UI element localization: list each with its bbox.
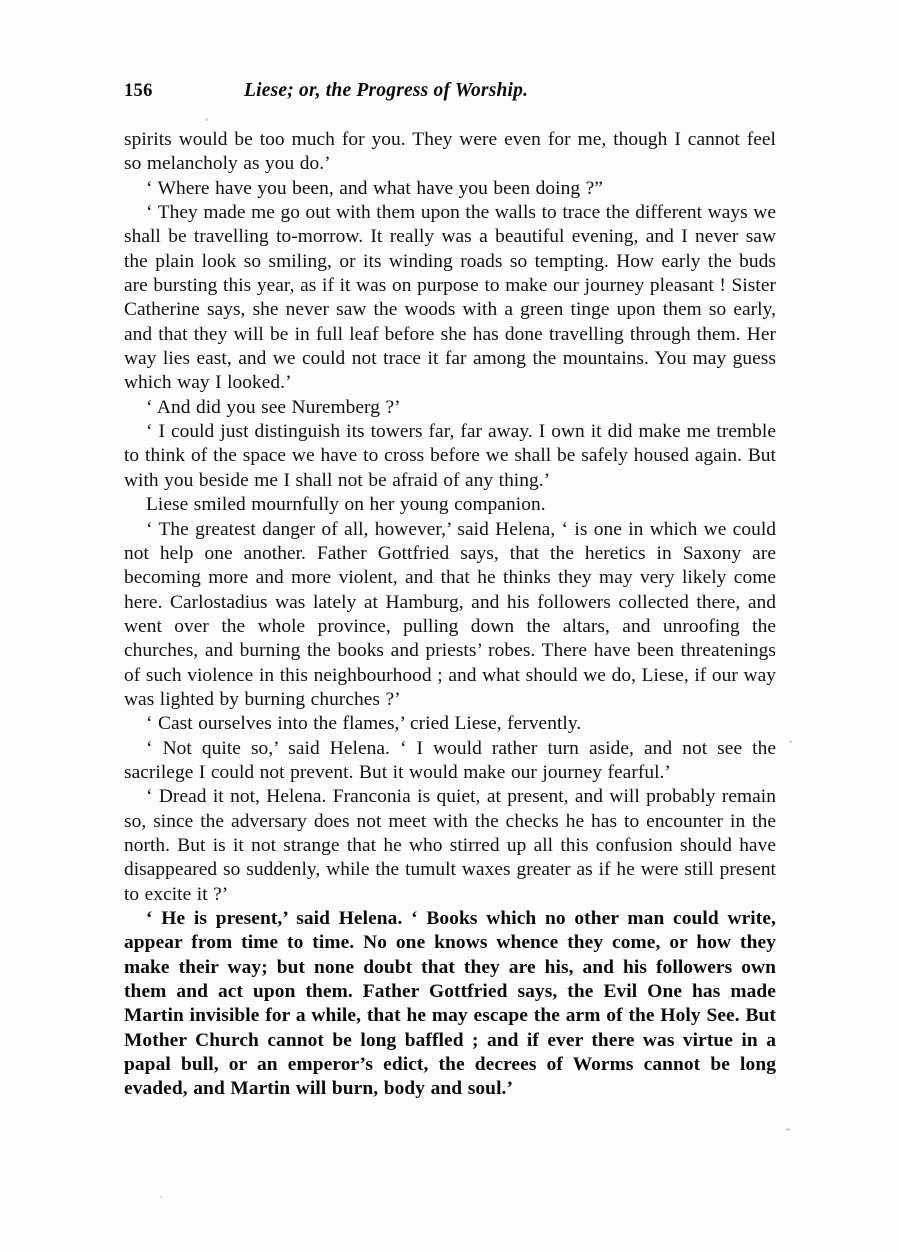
paper-speck <box>786 1128 790 1131</box>
paragraph: spirits would be too much for you. They were even for me, though I cannot feel so melancholy as you do.’ <box>124 129 776 175</box>
paper-speck <box>789 740 792 743</box>
paragraph: ‘ Where have you been, and what have you been doing ?” <box>146 177 603 199</box>
paper-speck <box>160 1196 162 1198</box>
paragraph: ‘ They made me go out with them upon the walls to trace the different ways we shall be travelling to-morrow. It really was a beautiful evening, and I never saw the plain look so smiling, or its winding roads so tempting. How early the buds are bursting this year, as if it was on purpose to make our journey pleasant ! Sister Catherine says, she never saw the woods with a green tinge upon them so early, and that they will be in full leaf before she has done travelling through them. Her way lies east, and we could not trace it far among the mountains. You may guess which way I looked.’ <box>124 202 776 394</box>
running-head-title: Liese; or, the Progress of Worship. <box>244 80 529 101</box>
paragraph: ‘ He is present,’ said Helena. ‘ Books which no other man could write, appear from time to time. No one knows whence they come, or how they make their way; but none doubt that they are his, and his followers own them and act upon them. Father Gottfried says, the Evil One has made Martin invisible for a while, that he may escape the arm of the Holy See. But Mother Church cannot be long baffled ; and if ever there was virtue in a papal bull, or an emperor’s edict, the decrees of Worms cannot be long evaded, and Martin will burn, body and soul.’ <box>124 908 776 1100</box>
paragraph: ‘ And did you see Nuremberg ?’ <box>146 396 401 418</box>
body-text <box>124 128 776 1102</box>
paragraph: ‘ The greatest danger of all, however,’ said Helena, ‘ is one in which we could not help one another. Father Gottfried says, that the heretics in Saxony are becoming more and more violent, and that he thinks they may very likely come here. Carlostadius was lately at Hamburg, and his followers collected there, and went over the whole province, pulling down the altars, and unroofing the churches, and burning the books and priests’ robes. There have been threatenings of such violence in this neighbourhood ; and what should we do, Liese, if our way was lighted by burning churches ?’ <box>124 518 776 710</box>
page-content <box>124 80 776 1102</box>
paragraph: ‘ Dread it not, Helena. Franconia is quiet, at present, and will probably remain so, since the adversary does not meet with the checks he has to encounter in the north. But is it not strange that he who stirred up all this confusion should have disappeared so suddenly, while the tumult waxes greater as if he were still present to excite it ?’ <box>124 786 776 905</box>
page-number: 156 <box>124 81 153 101</box>
paragraph: ‘ Not quite so,’ said Helena. ‘ I would rather turn aside, and not see the sacrilege I could not prevent. But it would make our journey fearful.’ <box>124 737 776 783</box>
paragraph: ‘ I could just distinguish its towers far, far away. I own it did make me tremble to think of the space we have to cross before we shall be safely housed again. But with you beside me I shall not be afraid of any thing.’ <box>124 421 776 491</box>
paragraph: ‘ Cast ourselves into the flames,’ cried Liese, fervently. <box>146 713 582 735</box>
running-head <box>124 80 776 114</box>
paragraph: Liese smiled mournfully on her young companion. <box>146 494 546 516</box>
